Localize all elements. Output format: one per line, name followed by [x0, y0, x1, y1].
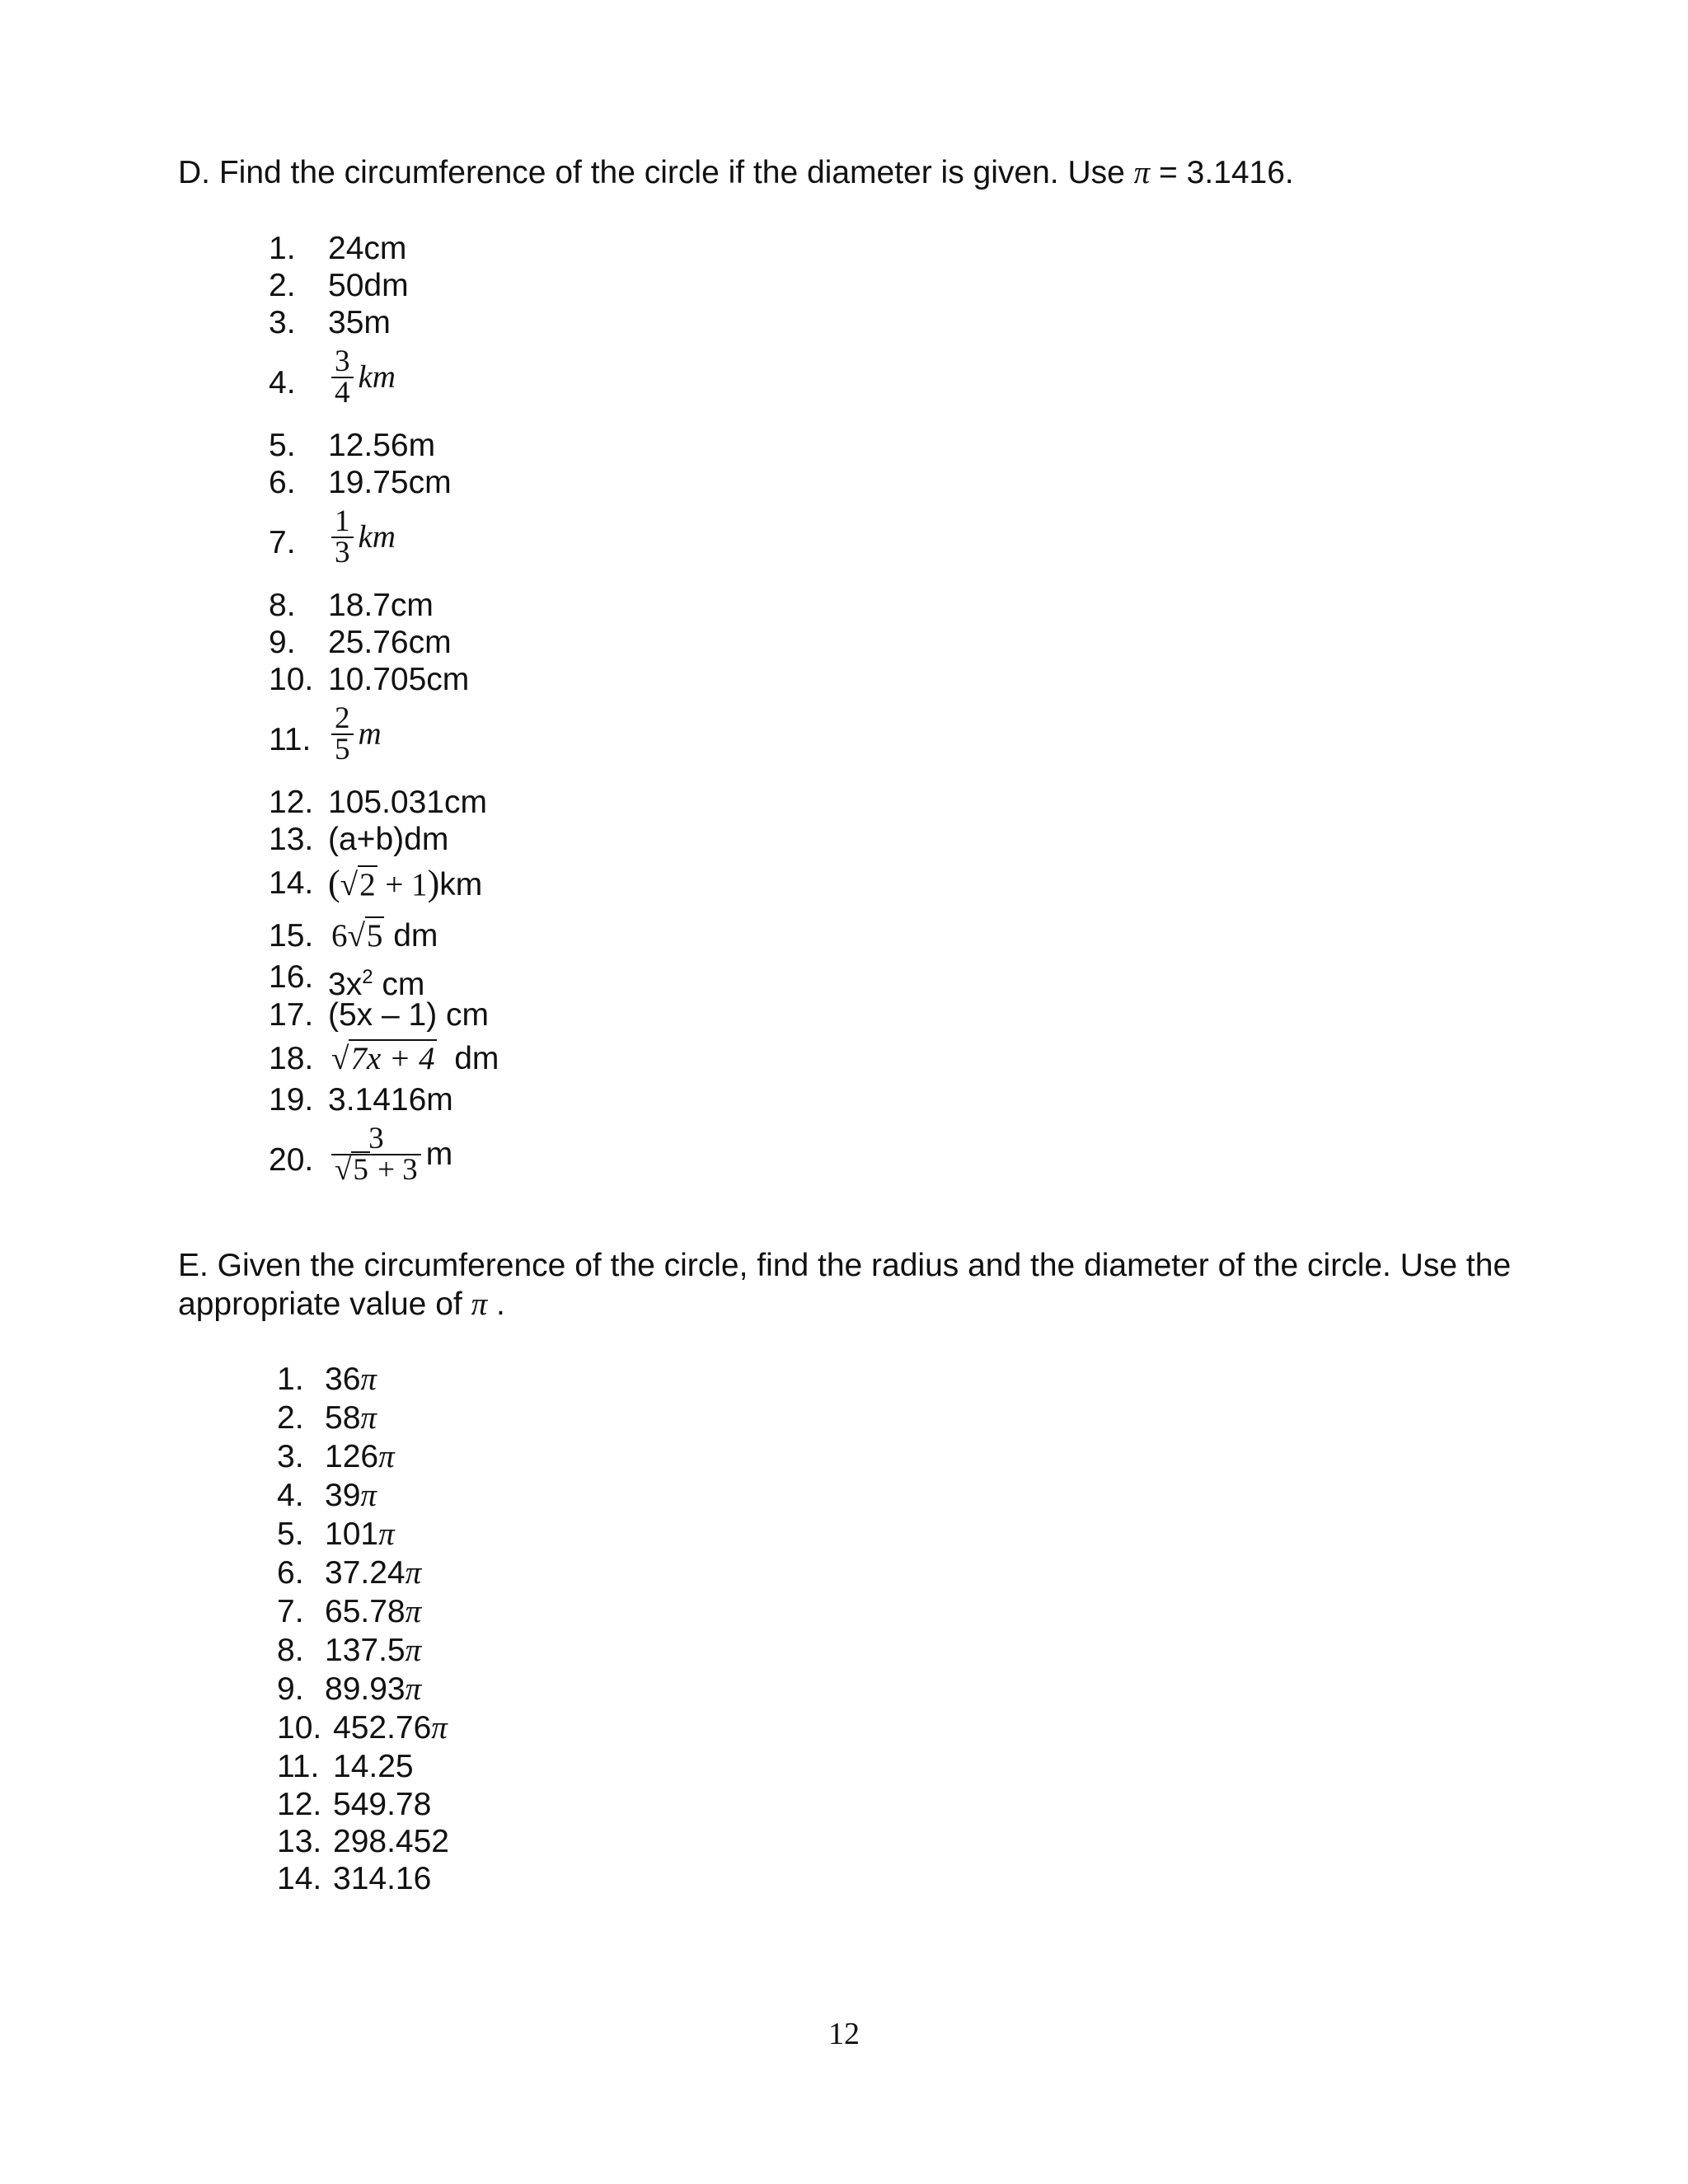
item-number: 4.	[269, 365, 296, 401]
item-value: 314.16	[333, 1861, 432, 1896]
item-number: 8.	[269, 588, 296, 623]
section-d-heading-text: D. Find the circumference of the circle if the diameter is given. Use	[178, 155, 1134, 190]
square-root: √7x + 4	[331, 1041, 435, 1076]
expression-tail: + 3	[369, 1153, 418, 1187]
section-e-heading-end: .	[487, 1286, 505, 1322]
pi-symbol: π	[431, 1710, 448, 1746]
fraction	[331, 344, 354, 410]
unit: dm	[384, 918, 438, 954]
item-value: 18.7cm	[328, 588, 434, 623]
radicand: 7x + 4	[350, 1041, 435, 1076]
item-value: 19.75cm	[328, 465, 452, 500]
item-value: 24cm	[328, 231, 407, 266]
square-root: √2	[340, 867, 376, 902]
pi-symbol: π	[378, 1439, 395, 1474]
unit: m	[425, 1137, 453, 1172]
item-number: 12.	[277, 1787, 322, 1822]
item-value: 137.5	[325, 1633, 406, 1668]
item-value: (√2 + 1)km	[328, 863, 483, 903]
item-value: 101	[325, 1516, 379, 1552]
item-number: 15.	[269, 918, 314, 954]
item-value: (a+b)dm	[328, 822, 449, 857]
unit: km	[358, 359, 396, 395]
item-value: 58	[325, 1400, 361, 1436]
item-value: 549.78	[333, 1787, 432, 1822]
unit: km	[358, 519, 396, 555]
item-value: 65.78	[325, 1594, 406, 1629]
unit: km	[439, 867, 483, 902]
radicand: 5	[353, 1153, 368, 1187]
page-number: 12	[828, 2017, 860, 2051]
item-value: (5x – 1) cm	[328, 997, 490, 1033]
item-number: 10.	[277, 1710, 322, 1746]
item-number: 4.	[277, 1478, 304, 1513]
numerator: 3	[368, 1122, 384, 1155]
item-value: 39	[325, 1478, 361, 1513]
item-value: 298.452	[333, 1824, 449, 1859]
item-value	[331, 344, 396, 410]
section-e-heading	[178, 1246, 1530, 1324]
pi-symbol: π	[405, 1594, 422, 1629]
section-d-heading	[178, 153, 1294, 192]
item-number: 13.	[269, 822, 314, 857]
item-number: 7.	[277, 1594, 304, 1629]
base: 3x	[328, 967, 363, 1002]
item-value: 37.24	[325, 1555, 406, 1591]
radicand: 5	[366, 918, 383, 954]
item-value: 452.76	[333, 1710, 432, 1746]
item-number: 5.	[269, 428, 296, 463]
item-value: 36	[325, 1361, 361, 1397]
item-value: 3.1416m	[328, 1082, 453, 1118]
item-value: 25.76cm	[328, 625, 452, 660]
item-number: 14.	[277, 1861, 322, 1896]
unit: m	[358, 716, 382, 752]
item-value	[331, 1041, 499, 1077]
item-number: 16.	[269, 959, 314, 995]
item-number: 11.	[269, 722, 312, 757]
pi-symbol: π	[360, 1361, 377, 1397]
item-number: 8.	[277, 1633, 304, 1668]
item-value: 12.56m	[328, 428, 436, 463]
pi-symbol: π	[405, 1555, 422, 1591]
pi-symbol: π	[405, 1633, 422, 1668]
pi-symbol: π	[471, 1286, 488, 1322]
coefficient: 6	[331, 918, 348, 954]
item-number: 3.	[277, 1439, 304, 1474]
item-number: 17.	[269, 997, 314, 1033]
denominator: √5 + 3	[335, 1153, 418, 1187]
square-root: √5	[347, 918, 383, 954]
section-e-heading-text: E. Given the circumference of the circle, find the radius and the diameter of the circle. Use the appropriate value of	[178, 1248, 1512, 1322]
item-number: 9.	[277, 1671, 304, 1707]
item-number: 19.	[269, 1082, 314, 1118]
fraction	[331, 1124, 421, 1185]
item-number: 14.	[269, 865, 314, 901]
radicand: 2	[359, 867, 376, 902]
item-number: 12.	[269, 785, 314, 820]
pi-symbol: π	[360, 1478, 377, 1513]
pi-symbol: π	[378, 1516, 395, 1552]
pi-symbol: π	[360, 1400, 377, 1436]
item-number: 10.	[269, 662, 314, 697]
item-value: 105.031cm	[328, 785, 487, 820]
denominator: 5	[335, 733, 350, 766]
item-value	[331, 701, 382, 766]
section-d-heading-value: = 3.1416.	[1150, 155, 1294, 190]
item-value: 35m	[328, 305, 391, 340]
item-number: 20.	[269, 1142, 314, 1178]
item-value: 89.93	[325, 1671, 406, 1707]
item-number: 1.	[277, 1361, 304, 1397]
item-number: 13.	[277, 1824, 322, 1859]
pi-symbol: π	[405, 1671, 422, 1707]
unit: dm	[436, 1041, 499, 1076]
expression-tail: + 1	[377, 867, 428, 902]
numerator: 2	[335, 701, 350, 735]
fraction	[331, 701, 354, 766]
exponent: 2	[362, 966, 373, 988]
item-value	[331, 918, 438, 954]
numerator: 1	[335, 504, 350, 538]
denominator: 4	[335, 376, 350, 410]
item-number: 6.	[277, 1555, 304, 1591]
item-number: 18.	[269, 1041, 314, 1076]
item-value: 10.705cm	[328, 662, 470, 697]
fraction	[331, 504, 354, 569]
item-value	[331, 504, 396, 569]
unit: cm	[373, 967, 425, 1002]
item-number: 7.	[269, 525, 296, 560]
denominator: 3	[335, 536, 350, 569]
item-number: 11.	[277, 1749, 320, 1784]
item-value: 126	[325, 1439, 379, 1474]
item-number: 2.	[277, 1400, 304, 1436]
item-number: 1.	[269, 231, 296, 266]
item-number: 3.	[269, 305, 296, 340]
item-number: 2.	[269, 268, 296, 303]
item-number: 6.	[269, 465, 296, 500]
item-number: 9.	[269, 625, 296, 660]
item-number: 5.	[277, 1516, 304, 1552]
item-value	[331, 1124, 452, 1185]
numerator: 3	[335, 344, 350, 378]
pi-symbol: π	[1133, 155, 1151, 190]
item-value: 50dm	[328, 268, 409, 303]
item-value: 14.25	[333, 1749, 414, 1784]
